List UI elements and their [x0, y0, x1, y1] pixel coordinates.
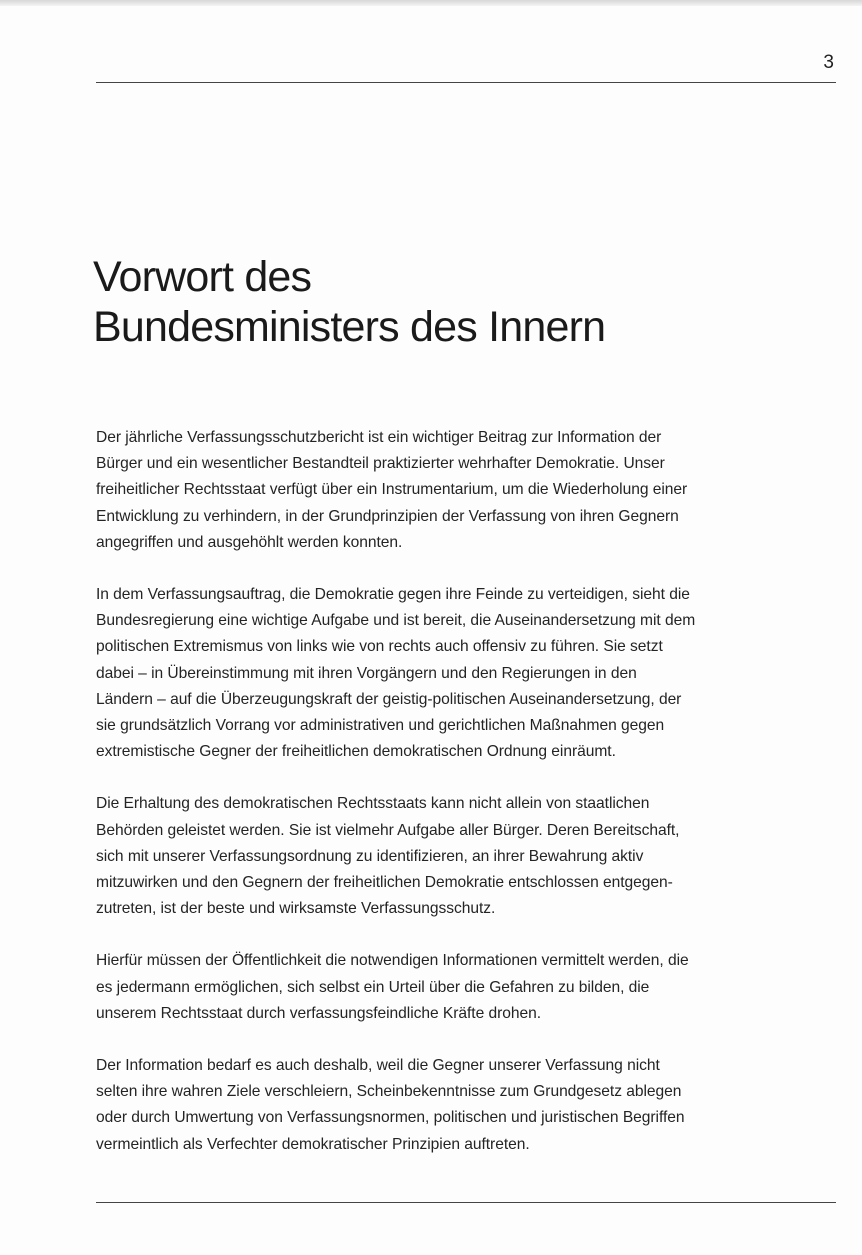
text-line: oder durch Umwertung von Verfassungsnormen, politischen und juristischen Begriffen [96, 1109, 685, 1127]
page-title-line-1: Vorwort des [93, 253, 312, 301]
text-line: Behörden geleistet werden. Sie ist vielmehr Aufgabe aller Bürger. Deren Bereitschaft, [96, 821, 680, 839]
paragraph-4 [96, 948, 838, 1027]
page-number: 3 [823, 52, 834, 73]
text-line: Der jährliche Verfassungsschutzbericht ist ein wichtiger Beitrag zur Information der [96, 429, 662, 446]
text-line: Bundesregierung eine wichtige Aufgabe und ist bereit, die Auseinandersetzung mit dem [96, 612, 696, 630]
text-line: Bürger und ein wesentlicher Bestandteil praktizierter wehrhafter Demokratie. Unser [96, 455, 665, 473]
footer-rule [96, 1202, 836, 1203]
text-line: es jedermann ermöglichen, sich selbst ein Urteil über die Gefahren zu bilden, die [96, 978, 650, 996]
text-line: politischen Extremismus von links wie von rechts auch offensiv zu führen. Sie setzt [96, 638, 663, 656]
page-title [93, 252, 813, 352]
paragraph-3 [96, 791, 838, 922]
header-rule [96, 82, 836, 83]
text-line: sich mit unserer Verfassungsordnung zu identifizieren, an ihrer Bewahrung aktiv [96, 847, 644, 865]
text-line: freiheitlicher Rechtsstaat verfügt über ein Instrumentarium, um die Wiederholung einer [96, 481, 688, 499]
text-line: vermeintlich als Verfechter demokratischer Prinzipien auftreten. [96, 1135, 530, 1153]
text-line: sie grundsätzlich Vorrang vor administrativen und gerichtlichen Maßnahmen gegen [96, 717, 665, 735]
text-line: In dem Verfassungsauftrag, die Demokratie gegen ihre Feinde zu verteidigen, sieht die [96, 586, 690, 604]
text-line: Entwicklung zu verhindern, in der Grundprinzipien der Verfassung von ihren Gegnern [96, 507, 679, 525]
paragraph-5 [96, 1053, 838, 1158]
text-line: Die Erhaltung des demokratischen Rechtsstaats kann nicht allein von staatlichen [96, 795, 650, 813]
paragraph-2 [96, 582, 838, 765]
text-line: Hierfür müssen der Öffentlichkeit die notwendigen Informationen vermittelt werden, die [96, 952, 689, 970]
text-line: angegriffen und ausgehöhlt werden konnten. [96, 533, 403, 551]
text-line: Ländern – auf die Überzeugungskraft der geistig-politischen Auseinandersetzung, der [96, 690, 682, 708]
page-title-line-2: Bundesministers des Innern [93, 303, 606, 351]
text-line: Der Information bedarf es auch deshalb, weil die Gegner unserer Verfassung nicht [96, 1057, 660, 1075]
text-line: selten ihre wahren Ziele verschleiern, Scheinbekenntnisse zum Grundgesetz ablegen [96, 1083, 682, 1101]
text-line: unserem Rechtsstaat durch verfassungsfeindliche Kräfte drohen. [96, 1004, 542, 1022]
scan-top-edge [0, 0, 862, 6]
text-line: zutreten, ist der beste und wirksamste Verfassungsschutz. [96, 900, 496, 918]
body-text [96, 425, 838, 1184]
text-line: extremistische Gegner der freiheitlichen demokratischen Ordnung einräumt. [96, 743, 616, 761]
text-line: mitzuwirken und den Gegnern der freiheitlichen Demokratie entschlossen entgegen- [96, 874, 673, 892]
paragraph-1 [96, 425, 838, 556]
text-line: dabei – in Übereinstimmung mit ihren Vorgängern und den Regierungen in den [96, 664, 637, 682]
